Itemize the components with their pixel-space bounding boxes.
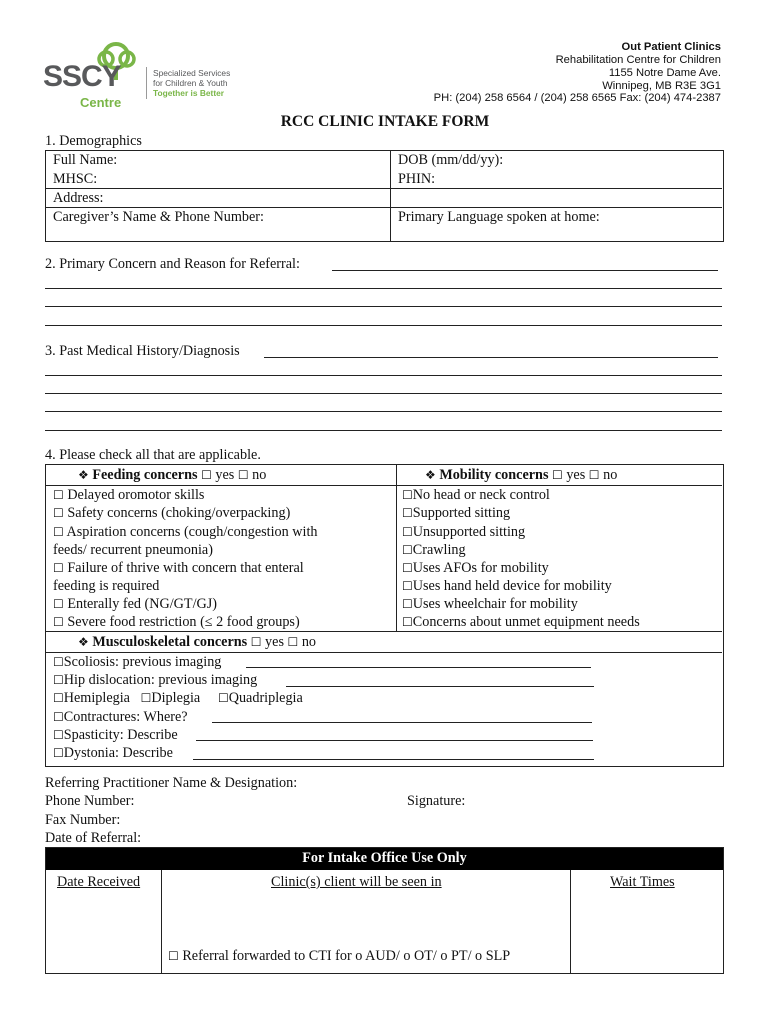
- fax-number-field[interactable]: Fax Number:: [45, 812, 121, 828]
- street-address: 1155 Notre Dame Ave.: [608, 67, 721, 79]
- referral-forwarded-option[interactable]: [168, 948, 510, 965]
- mobility-no-label: no: [603, 467, 618, 483]
- feeding-item[interactable]: [53, 524, 318, 541]
- diamond-icon: ❖: [425, 468, 436, 482]
- date-of-referral-field[interactable]: Date of Referral:: [45, 830, 142, 846]
- demographics-heading: 1. Demographics: [45, 133, 142, 149]
- history-line[interactable]: [45, 430, 722, 431]
- feeding-item-label: Severe food restriction (≤ 2 food groups): [67, 614, 300, 630]
- logo-name: SSCY: [43, 60, 121, 93]
- history-line[interactable]: [45, 393, 722, 394]
- concern-line[interactable]: [332, 270, 718, 271]
- msk-item-scoliosis[interactable]: [53, 654, 221, 671]
- checkbox[interactable]: ☐: [53, 746, 64, 760]
- diplegia-label: Diplegia: [151, 690, 201, 706]
- city-address: Winnipeg, MB R3E 3G1: [602, 80, 721, 92]
- hip-line[interactable]: [286, 686, 594, 687]
- checkbox[interactable]: ☐: [402, 488, 413, 502]
- checkbox[interactable]: ☐: [53, 728, 64, 742]
- mobility-item-label: Crawling: [412, 542, 466, 558]
- feeding-item[interactable]: [53, 560, 304, 577]
- wait-times-header: Wait Times: [610, 874, 675, 890]
- msk-no-label: no: [301, 634, 317, 650]
- logo-tagline-2: for Children & Youth: [153, 78, 228, 88]
- checkbox[interactable]: ☐: [402, 579, 413, 593]
- mobility-item-label: Uses hand held device for mobility: [412, 578, 612, 594]
- msk-item-label: Contractures: Where?: [63, 709, 188, 725]
- concern-line[interactable]: [45, 288, 722, 289]
- form-title: RCC CLINIC INTAKE FORM: [280, 113, 490, 130]
- org-name: Rehabilitation Centre for Children: [555, 54, 721, 66]
- history-line[interactable]: [264, 357, 718, 358]
- spasticity-line[interactable]: [196, 740, 593, 741]
- checkbox[interactable]: ☐: [402, 615, 413, 629]
- checkbox[interactable]: ☐: [53, 488, 64, 502]
- scoliosis-line[interactable]: [246, 667, 591, 668]
- quadriplegia-label: Quadriplegia: [228, 690, 303, 706]
- feeding-item-label: Delayed oromotor skills: [67, 487, 205, 503]
- logo-divider: [146, 67, 147, 99]
- dob-field[interactable]: DOB (mm/dd/yy):: [398, 152, 504, 168]
- clinics-header: Clinic(s) client will be seen in: [271, 874, 442, 890]
- checkbox[interactable]: ☐: [53, 673, 64, 687]
- feeding-item-cont: feeding is required: [53, 578, 160, 594]
- logo-sub: Centre: [80, 95, 122, 110]
- feeding-yes-label: yes: [215, 467, 235, 483]
- concern-line[interactable]: [45, 306, 722, 307]
- diamond-icon: ❖: [78, 635, 89, 649]
- msk-yes-checkbox[interactable]: ☐: [250, 635, 262, 649]
- feeding-item-label: Aspiration concerns (cough/congestion with: [66, 524, 318, 540]
- caregiver-field[interactable]: Caregiver’s Name & Phone Number:: [53, 209, 264, 225]
- mobility-item-label: Unsupported sitting: [412, 524, 526, 540]
- checkbox[interactable]: ☐: [402, 525, 413, 539]
- checkbox[interactable]: ☐: [53, 691, 64, 705]
- checkbox[interactable]: ☐: [53, 710, 64, 724]
- clinic-title: Out Patient Clinics: [621, 41, 721, 53]
- checkbox[interactable]: ☐: [53, 597, 64, 611]
- checkbox[interactable]: ☐: [53, 506, 64, 520]
- mobility-title: Mobility concerns: [439, 467, 549, 483]
- feeding-item[interactable]: [53, 505, 290, 522]
- checkbox[interactable]: ☐: [140, 691, 152, 705]
- referral-forwarded-label: Referral forwarded to CTI for o AUD/ o OT/ o PT/ o SLP: [182, 948, 511, 964]
- checkbox[interactable]: ☐: [53, 525, 64, 539]
- diamond-icon: ❖: [78, 468, 89, 482]
- msk-item-label: Spasticity: Describe: [63, 727, 178, 743]
- checkbox[interactable]: ☐: [402, 506, 413, 520]
- feeding-item[interactable]: [53, 487, 204, 504]
- msk-item-label: Dystonia: Describe: [63, 745, 173, 761]
- feeding-title: Feeding concerns: [92, 467, 198, 483]
- feeding-yes-checkbox[interactable]: ☐: [201, 468, 212, 482]
- checklist-heading: 4. Please check all that are applicable.: [45, 447, 261, 463]
- checkbox[interactable]: ☐: [53, 561, 64, 575]
- office-use-banner: For Intake Office Use Only: [46, 848, 723, 870]
- msk-item-label: Scoliosis: previous imaging: [63, 654, 222, 670]
- full-name-field[interactable]: Full Name:: [53, 152, 118, 168]
- mobility-no-checkbox[interactable]: ☐: [588, 468, 600, 482]
- mobility-item[interactable]: [402, 560, 549, 577]
- checkbox[interactable]: ☐: [402, 597, 413, 611]
- phin-field[interactable]: PHIN:: [398, 171, 436, 187]
- mobility-item[interactable]: [402, 505, 510, 522]
- checkbox[interactable]: ☐: [53, 655, 64, 669]
- history-heading: 3. Past Medical History/Diagnosis: [45, 343, 240, 359]
- address-field[interactable]: Address:: [53, 190, 104, 206]
- msk-item-spasticity[interactable]: [53, 727, 178, 744]
- feeding-item[interactable]: [53, 614, 300, 631]
- mobility-item[interactable]: [402, 487, 550, 504]
- concern-line[interactable]: [45, 325, 722, 326]
- msk-item-dystonia[interactable]: [53, 745, 173, 762]
- history-line[interactable]: [45, 375, 722, 376]
- mobility-item-label: Supported sitting: [412, 505, 511, 521]
- checkbox[interactable]: ☐: [168, 949, 179, 963]
- feeding-item-cont: feeds/ recurrent pneumonia): [53, 542, 213, 558]
- mobility-item[interactable]: [402, 614, 640, 631]
- msk-header: [78, 634, 316, 651]
- language-field[interactable]: Primary Language spoken at home:: [398, 209, 600, 225]
- feeding-item-label: Enterally fed (NG/GT/GJ): [67, 596, 218, 612]
- mobility-item-label: Uses AFOs for mobility: [412, 560, 549, 576]
- msk-no-checkbox[interactable]: ☐: [287, 635, 299, 649]
- msk-item-plegia: [53, 690, 303, 707]
- feeding-item[interactable]: [53, 596, 217, 613]
- checkbox[interactable]: ☐: [402, 561, 413, 575]
- mobility-yes-checkbox[interactable]: ☐: [552, 468, 563, 482]
- feeding-item-label: Failure of thrive with concern that enteral: [67, 560, 304, 576]
- logo-tagline-1: Specialized Services: [153, 68, 231, 78]
- feeding-no-label: no: [252, 467, 267, 483]
- mobility-item-label: Concerns about unmet equipment needs: [412, 614, 640, 630]
- mobility-item[interactable]: [402, 596, 578, 613]
- mobility-item[interactable]: [402, 542, 466, 559]
- history-line[interactable]: [45, 411, 722, 412]
- feeding-header: [78, 467, 266, 484]
- mobility-item[interactable]: [402, 578, 612, 595]
- mobility-header: [425, 467, 617, 484]
- mobility-item-label: Uses wheelchair for mobility: [412, 596, 578, 612]
- mobility-item[interactable]: [402, 524, 525, 541]
- msk-yes-label: yes: [265, 634, 284, 650]
- phone-number-field[interactable]: Phone Number:: [45, 793, 135, 809]
- msk-item-contractures[interactable]: [53, 709, 188, 726]
- mobility-yes-label: yes: [566, 467, 586, 483]
- hemiplegia-label: Hemiplegia: [63, 690, 130, 706]
- dystonia-line[interactable]: [193, 759, 594, 760]
- feeding-item-label: Safety concerns (choking/overpacking): [67, 505, 291, 521]
- logo-tagline-3: Together is Better: [153, 88, 225, 98]
- phone-fax: PH: (204) 258 6564 / (204) 258 6565 Fax: (204) 474-2387: [433, 92, 721, 104]
- signature-field[interactable]: Signature:: [407, 793, 466, 809]
- msk-title: Musculoskeletal concerns: [92, 634, 248, 650]
- referring-practitioner-field[interactable]: Referring Practitioner Name & Designation:: [45, 775, 298, 791]
- msk-item-label: Hip dislocation: previous imaging: [63, 672, 258, 688]
- contractures-line[interactable]: [212, 722, 592, 723]
- mhsc-field[interactable]: MHSC:: [53, 171, 98, 187]
- concern-heading: 2. Primary Concern and Reason for Referral:: [45, 256, 300, 272]
- msk-item-hip[interactable]: [53, 672, 257, 689]
- checkbox[interactable]: ☐: [217, 691, 229, 705]
- checkbox[interactable]: ☐: [53, 615, 64, 629]
- date-received-header: Date Received: [57, 874, 141, 890]
- feeding-no-checkbox[interactable]: ☐: [237, 468, 249, 482]
- mobility-item-label: No head or neck control: [412, 487, 550, 503]
- demographics-table: [45, 150, 724, 242]
- checkbox[interactable]: ☐: [402, 543, 413, 557]
